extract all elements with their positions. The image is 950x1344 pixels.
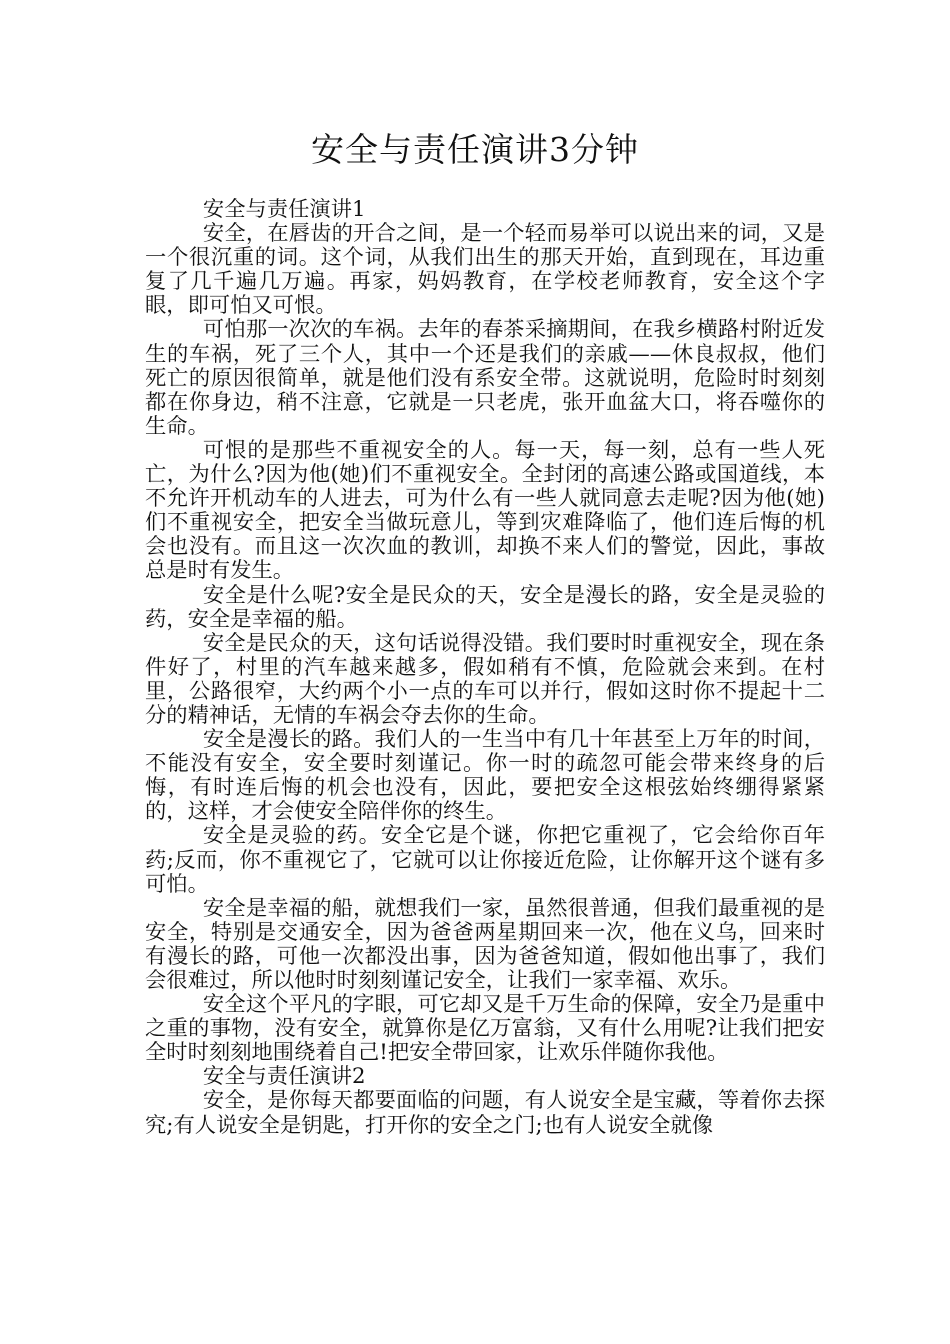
- paragraph: 安全，在唇齿的开合之间，是一个轻而易举可以说出来的词，又是一个很沉重的词。这个词，从我们出生的那天开始，直到现在，耳边重复了几千遍几万遍。再家，妈妈教育，在学校老师教育，安全这个字眼，即可怕又可恨。: [145, 221, 825, 319]
- document-title: 安全与责任演讲3分钟: [311, 130, 639, 169]
- paragraph: 安全，是你每天都要面临的问题，有人说安全是宝藏，等着你去探究;有人说安全是钥匙，打开你的安全之门;也有人说安全就像: [145, 1088, 825, 1138]
- paragraph: 安全是灵验的药。安全它是个谜，你把它重视了，它会给你百年药;反而，你不重视它了，它就可以让你接近危险，让你解开这个谜有多可怕。: [145, 823, 825, 897]
- paragraph: 安全这个平凡的字眼，可它却又是千万生命的保障，安全乃是重中之重的事物，没有安全，就算你是亿万富翁，又有什么用呢?让我们把安全时时刻刻地围绕着自己!把安全带回家，让欢乐伴随你我他。: [145, 992, 825, 1066]
- document-body: [145, 198, 825, 1138]
- paragraph: 安全是幸福的船，就想我们一家，虽然很普通，但我们最重视的是安全，特别是交通安全，因为爸爸两星期回来一次，他在义乌，回来时有漫长的路，可他一次都没出事，因为爸爸知道，假如他出事了，我们会很难过，所以他时时刻刻谨记安全，让我们一家幸福、欢乐。: [145, 895, 825, 993]
- paragraph: 安全是民众的天，这句话说得没错。我们要时时重视安全，现在条件好了，村里的汽车越来越多，假如稍有不慎，危险就会来到。在村里，公路很窄，大约两个小一点的车可以并行，假如这时你不提起十二分的精神话，无情的车祸会夺去你的生命。: [145, 630, 825, 728]
- paragraph: 安全是什么呢?安全是民众的天，安全是漫长的路，安全是灵验的药，安全是幸福的船。: [145, 582, 825, 632]
- paragraph: 可怕那一次次的车祸。去年的春茶采摘期间，在我乡横路村附近发生的车祸，死了三个人，其中一个还是我们的亲戚——休良叔叔，他们死亡的原因很简单，就是他们没有系安全带。这就说明，危险时时刻刻都在你身边，稍不注意，它就是一只老虎，张开血盆大口，将吞噬你的生命。: [145, 317, 825, 439]
- section-heading-1: 安全与责任演讲1: [202, 197, 366, 222]
- section-heading-2: 安全与责任演讲2: [202, 1064, 366, 1090]
- paragraph: 可恨的是那些不重视安全的人。每一天，每一刻，总有一些人死亡，为什么?因为他(她)们不重视安全。全封闭的高速公路或国道线，本不允许开机动车的人进去，可为什么有一些人就同意去走呢?因为他(她)们不重视安全，把安全当做玩意儿，等到灾难降临了，他们连后悔的机会也没有。而且这一次次血的教训，却换不来人们的警觉，因此，事故总是时有发生。: [145, 437, 825, 584]
- paragraph: 安全是漫长的路。我们人的一生当中有几十年甚至上万年的时间，不能没有安全，安全要时刻谨记。你一时的疏忽可能会带来终身的后悔，有时连后悔的机会也没有，因此，要把安全这根弦始终绷得紧紧的，这样，才会使安全陪伴你的终生。: [145, 727, 825, 825]
